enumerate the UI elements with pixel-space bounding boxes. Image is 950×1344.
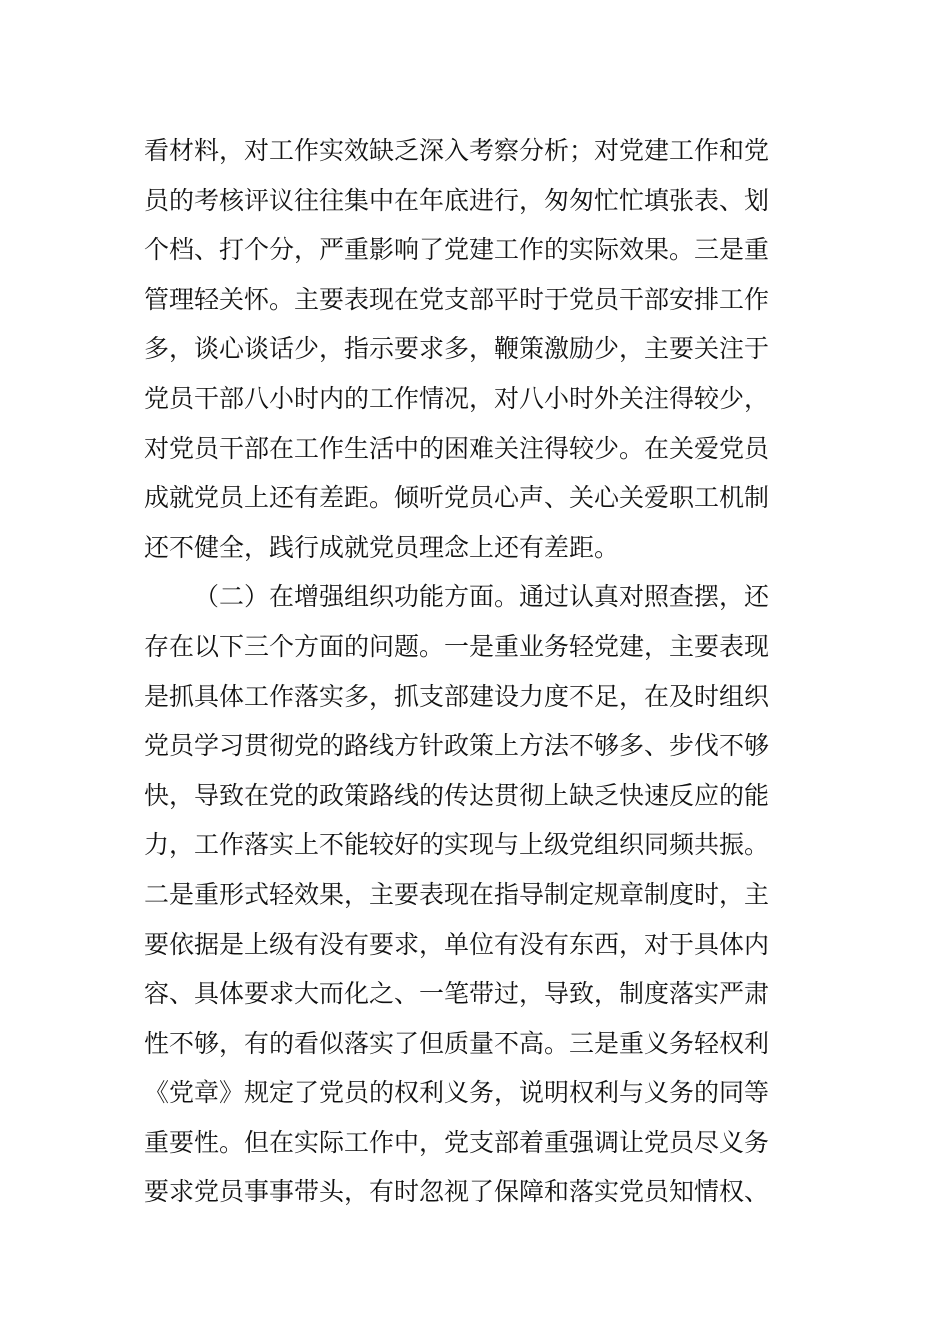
text-line-19: 性不够，有的看似落实了但质量不高。三是重义务轻权利 (144, 1028, 770, 1058)
text-line-11: 存在以下三个方面的问题。一是重业务轻党建，主要表现 (144, 631, 770, 661)
section-heading-line: （二）在增强组织功能方面。通过认真对照查摆，还 (194, 582, 770, 612)
text-line-7: 对党员干部在工作生活中的困难关注得较少。在关爱党员 (144, 433, 770, 463)
text-line-4: 管理轻关怀。主要表现在党支部平时于党员干部安排工作 (144, 284, 770, 314)
text-line-16: 二是重形式轻效果，主要表现在指导制定规章制度时，主 (144, 879, 770, 909)
text-line-12: 是抓具体工作落实多，抓支部建设力度不足，在及时组织 (144, 681, 770, 711)
text-line-1: 看材料，对工作实效缺乏深入考察分析；对党建工作和党 (144, 136, 770, 165)
text-line-8: 成就党员上还有差距。倾听党员心声、关心关爱职工机制 (144, 483, 770, 513)
text-line-5: 多，谈心谈话少，指示要求多，鞭策激励少，主要关注于 (144, 334, 770, 364)
text-line-20: 《党章》规定了党员的权利义务，说明权利与义务的同等 (144, 1078, 770, 1108)
body-text (144, 126, 814, 1217)
text-line-3: 个档、打个分，严重影响了党建工作的实际效果。三是重 (144, 235, 770, 265)
text-line-14: 快，导致在党的政策路线的传达贯彻上缺乏快速反应的能 (144, 780, 770, 810)
text-line-21: 重要性。但在实际工作中，党支部着重强调让党员尽义务 (144, 1127, 770, 1157)
text-line-9: 还不健全，践行成就党员理念上还有差距。 (144, 532, 620, 562)
text-line-15: 力，工作落实上不能较好的实现与上级党组织同频共振。 (144, 830, 770, 860)
text-line-17: 要依据是上级有没有要求，单位有没有东西，对于具体内 (144, 929, 770, 959)
text-line-13: 党员学习贯彻党的路线方针政策上方法不够多、步伐不够 (144, 731, 770, 761)
text-line-22: 要求党员事事带头，有时忽视了保障和落实党员知情权、 (144, 1177, 770, 1207)
text-line-18: 容、具体要求大而化之、一笔带过，导致，制度落实严肃 (144, 979, 770, 1009)
text-line-2: 员的考核评议往往集中在年底进行，匆匆忙忙填张表、划 (144, 185, 770, 215)
text-line-6: 党员干部八小时内的工作情况，对八小时外关注得较少， (144, 383, 770, 413)
